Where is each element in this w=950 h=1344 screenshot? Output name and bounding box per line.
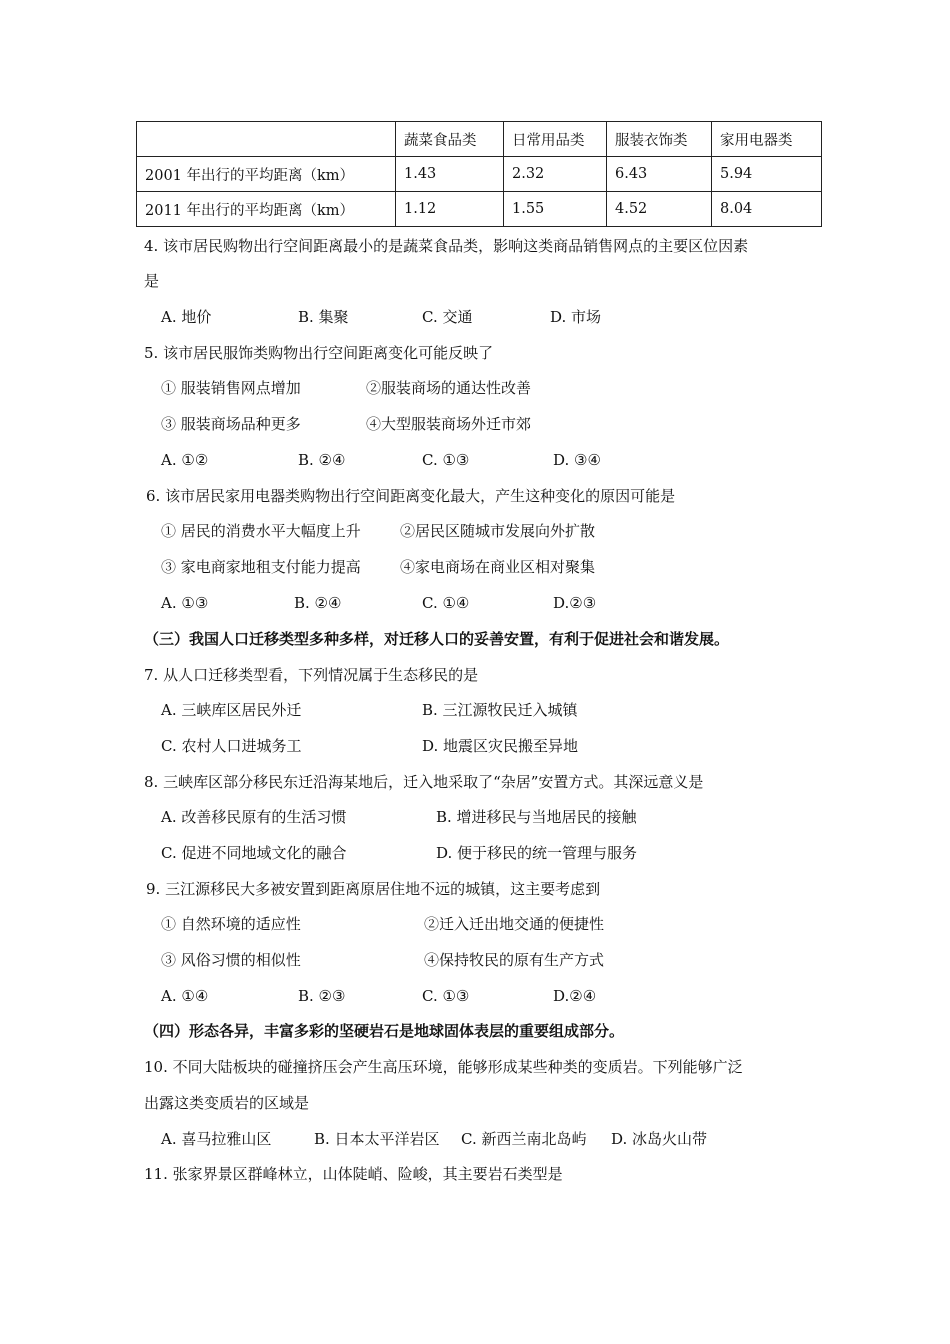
q6-item-1: ① 居民的消费水平大幅度上升	[161, 522, 361, 540]
q10-option-c: C. 新西兰南北岛屿	[461, 1130, 587, 1148]
q5-option-d: D. ③④	[553, 451, 601, 469]
q10-option-b: B. 日本太平洋岩区	[314, 1130, 440, 1148]
q6-stem: 6. 该市居民家用电器类购物出行空间距离变化最大，产生这种变化的原因可能是	[146, 487, 676, 505]
q4-option-a: A. 地价	[161, 308, 212, 326]
q10-option-a: A. 喜马拉雅山区	[161, 1130, 272, 1148]
q9-option-d: D.②④	[553, 987, 597, 1005]
table-cell: 2001 年出行的平均距离（km）	[137, 157, 396, 192]
q9-item-2: ②迁入迁出地交通的便捷性	[424, 915, 605, 933]
q11-stem: 11. 张家界景区群峰林立，山体陡峭、险峻，其主要岩石类型是	[144, 1165, 563, 1183]
q9-option-b: B. ②③	[298, 987, 346, 1005]
q5-item-4: ④大型服装商场外迁市郊	[366, 415, 532, 433]
table-cell: 2011 年出行的平均距离（km）	[137, 192, 396, 227]
q5-option-a: A. ①②	[161, 451, 209, 469]
q10-stem: 10. 不同大陆板块的碰撞挤压会产生高压环境，能够形成某些种类的变质岩。下列能够广泛	[144, 1058, 743, 1076]
q8-option-c: C. 促进不同地域文化的融合	[161, 844, 347, 862]
table-cell: 4.52	[607, 192, 712, 227]
shopping-distance-table	[136, 121, 822, 227]
q5-item-1: ① 服装销售网点增加	[161, 379, 301, 397]
q6-item-2: ②居民区随城市发展向外扩散	[400, 522, 596, 540]
q6-option-d: D.②③	[553, 594, 597, 612]
q5-stem: 5. 该市居民服饰类购物出行空间距离变化可能反映了	[144, 344, 494, 362]
table-cell: 8.04	[712, 192, 822, 227]
table-cell: 2.32	[504, 157, 607, 192]
q7-stem: 7. 从人口迁移类型看，下列情况属于生态移民的是	[144, 666, 479, 684]
table-cell: 1.12	[396, 192, 504, 227]
q8-option-b: B. 增进移民与当地居民的接触	[436, 808, 637, 826]
q9-option-c: C. ①③	[422, 987, 470, 1005]
q5-option-b: B. ②④	[298, 451, 346, 469]
table-cell: 1.43	[396, 157, 504, 192]
q8-option-a: A. 改善移民原有的生活习惯	[161, 808, 347, 826]
q4-option-c: C. 交通	[422, 308, 473, 326]
q5-item-2: ②服装商场的通达性改善	[366, 379, 532, 397]
q9-item-3: ③ 风俗习惯的相似性	[161, 951, 301, 969]
section-4-heading: （四）形态各异，丰富多彩的坚硬岩石是地球固体表层的重要组成部分。	[144, 1022, 625, 1040]
table-row	[137, 157, 822, 192]
table-header-cell: 蔬菜食品类	[396, 122, 504, 157]
q8-option-d: D. 便于移民的统一管理与服务	[436, 844, 638, 862]
q10-option-d: D. 冰岛火山带	[611, 1130, 708, 1148]
q4-option-d: D. 市场	[550, 308, 602, 326]
table-cell: 1.55	[504, 192, 607, 227]
q4-stem: 4. 该市居民购物出行空间距离最小的是蔬菜食品类，影响这类商品销售网点的主要区位因素	[144, 237, 749, 255]
q9-option-a: A. ①④	[161, 987, 209, 1005]
table-header-cell	[137, 122, 396, 157]
table-header-cell: 日常用品类	[504, 122, 607, 157]
q5-item-3: ③ 服装商场品种更多	[161, 415, 301, 433]
q7-option-c: C. 农村人口进城务工	[161, 737, 302, 755]
q6-option-c: C. ①④	[422, 594, 470, 612]
q7-option-b: B. 三江源牧民迁入城镇	[422, 701, 578, 719]
table-cell: 5.94	[712, 157, 822, 192]
table-header-row	[137, 122, 822, 157]
table-header-cell: 家用电器类	[712, 122, 822, 157]
q9-stem: 9. 三江源移民大多被安置到距离原居住地不远的城镇，这主要考虑到	[146, 880, 601, 898]
q4-option-b: B. 集聚	[298, 308, 349, 326]
q6-option-b: B. ②④	[294, 594, 342, 612]
q6-item-3: ③ 家电商家地租支付能力提高	[161, 558, 361, 576]
q6-option-a: A. ①③	[161, 594, 209, 612]
q10-stem-continued: 出露这类变质岩的区域是	[144, 1094, 310, 1112]
q7-option-d: D. 地震区灾民搬至异地	[422, 737, 579, 755]
q9-item-4: ④保持牧民的原有生产方式	[424, 951, 605, 969]
section-3-heading: （三）我国人口迁移类型多种多样，对迁移人口的妥善安置，有利于促进社会和谐发展。	[144, 630, 730, 648]
q7-option-a: A. 三峡库区居民外迁	[161, 701, 302, 719]
q5-option-c: C. ①③	[422, 451, 470, 469]
q9-item-1: ① 自然环境的适应性	[161, 915, 301, 933]
table-row	[137, 192, 822, 227]
q4-stem-continued: 是	[144, 272, 160, 290]
table-header-cell: 服装衣饰类	[607, 122, 712, 157]
table-cell: 6.43	[607, 157, 712, 192]
q6-item-4: ④家电商场在商业区相对聚集	[400, 558, 596, 576]
q8-stem: 8. 三峡库区部分移民东迁沿海某地后，迁入地采取了“杂居”安置方式。其深远意义是	[144, 773, 704, 791]
